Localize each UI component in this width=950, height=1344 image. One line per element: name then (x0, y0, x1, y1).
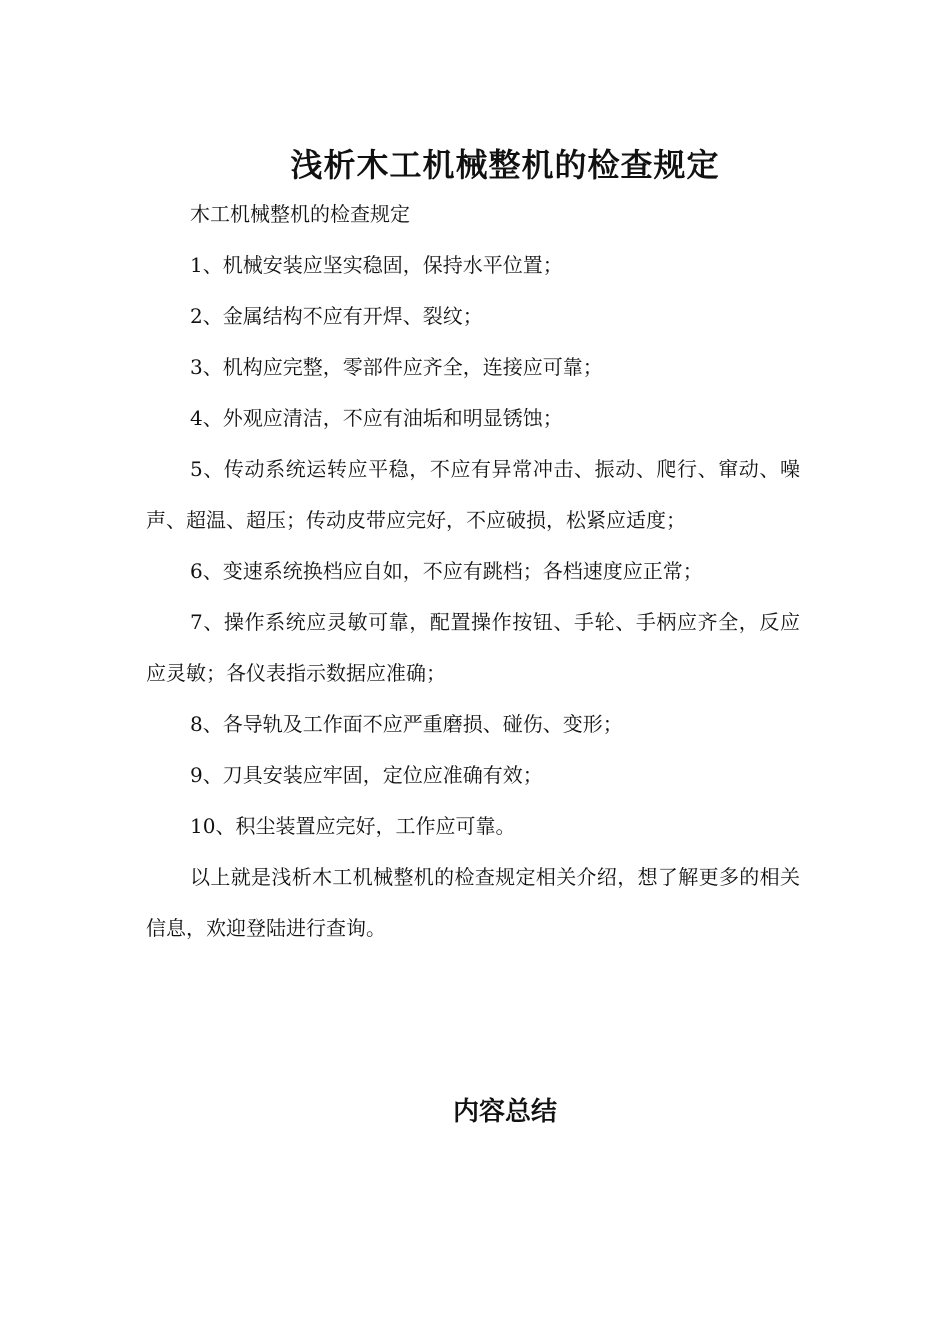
paragraph-item-7: 7、操作系统应灵敏可靠，配置操作按钮、手轮、手柄应齐全，反应应灵敏；各仪表指示数据应准确； (146, 610, 800, 685)
paragraph-item-10: 10、积尘装置应完好，工作应可靠。 (190, 814, 516, 838)
paragraph-item-6: 6、变速系统换档应自如，不应有跳档；各档速度应正常； (190, 559, 703, 583)
paragraph-item-2: 2、金属结构不应有开焊、裂纹； (190, 304, 483, 328)
document-title: 浅析木工机械整机的检查规定 (290, 146, 720, 185)
paragraph-subtitle: 木工机械整机的检查规定 (190, 202, 410, 226)
paragraph-item-8: 8、各导轨及工作面不应严重磨损、碰伤、变形； (190, 712, 623, 736)
paragraph-conclusion: 以上就是浅析木工机械整机的检查规定相关介绍，想了解更多的相关信息，欢迎登陆进行查询。 (146, 865, 800, 940)
paragraph-item-5: 5、传动系统运转应平稳，不应有异常冲击、振动、爬行、窜动、噪声、超温、超压；传动皮带应完好，不应破损，松紧应适度； (146, 457, 800, 532)
summary-heading: 内容总结 (452, 1096, 557, 1127)
document-body (146, 189, 800, 954)
paragraph-item-9: 9、刀具安装应牢固，定位应准确有效； (190, 763, 543, 787)
paragraph-item-3: 3、机构应完整，零部件应齐全，连接应可靠； (190, 355, 603, 379)
paragraph-item-1: 1、机械安装应坚实稳固，保持水平位置； (190, 253, 563, 277)
paragraph-item-4: 4、外观应清洁，不应有油垢和明显锈蚀； (190, 406, 563, 430)
